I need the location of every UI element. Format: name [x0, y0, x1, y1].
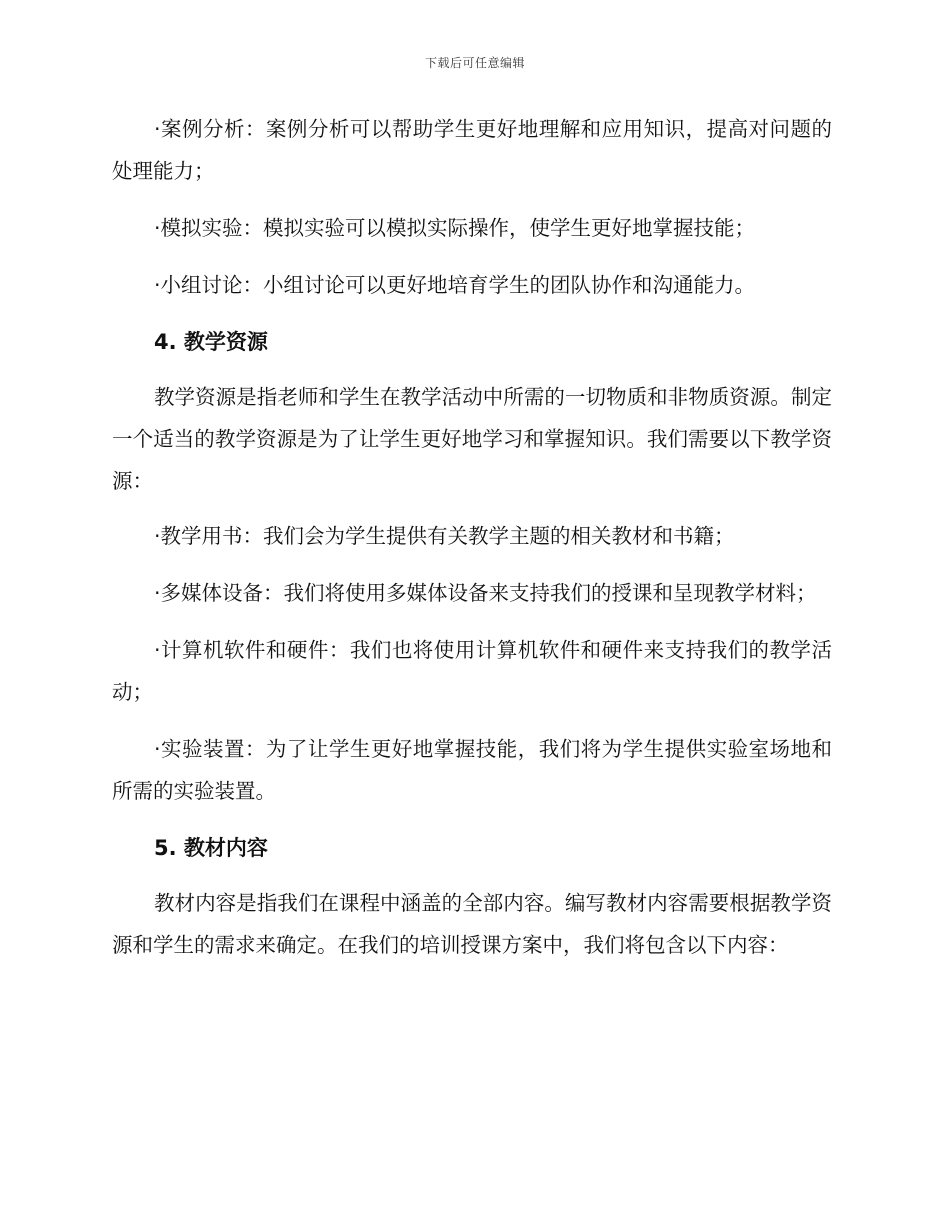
bullet-case-analysis: ·案例分析：案例分析可以帮助学生更好地理解和应用知识，提高对问题的处理能力； [112, 117, 832, 183]
bullet-simulation-experiment: ·模拟实验：模拟实验可以模拟实际操作，使学生更好地掌握技能； [154, 216, 756, 240]
bullet-multimedia: ·多媒体设备：我们将使用多媒体设备来支持我们的授课和呈现教学材料； [154, 581, 817, 605]
paragraph-teaching-resources: 教学资源是指老师和学生在教学活动中所需的一切物质和非物质资源。制定一个适当的教学资源是为了让学生更好地学习和掌握知识。我们需要以下教学资源： [112, 385, 832, 493]
paragraph-textbook-content: 教材内容是指我们在课程中涵盖的全部内容。编写教材内容需要根据教学资源和学生的需求来确定。在我们的培训授课方案中，我们将包含以下内容： [112, 891, 832, 957]
bullet-group-discussion: ·小组讨论：小组讨论可以更好地培育学生的团队协作和沟通能力。 [154, 273, 756, 297]
bullet-lab-equipment: ·实验装置：为了让学生更好地掌握技能，我们将为学生提供实验室场地和所需的实验装置。 [112, 737, 832, 803]
heading-teaching-resources: 4. 教学资源 [154, 330, 268, 354]
heading-textbook-content: 5. 教材内容 [154, 836, 268, 860]
bullet-textbooks: ·教学用书：我们会为学生提供有关教学主题的相关教材和书籍； [154, 524, 735, 548]
document-body [112, 108, 832, 966]
bullet-computer-software-hardware: ·计算机软件和硬件：我们也将使用计算机软件和硬件来支持我们的教学活动； [112, 638, 832, 704]
header-note: 下载后可任意编辑 [424, 56, 525, 70]
